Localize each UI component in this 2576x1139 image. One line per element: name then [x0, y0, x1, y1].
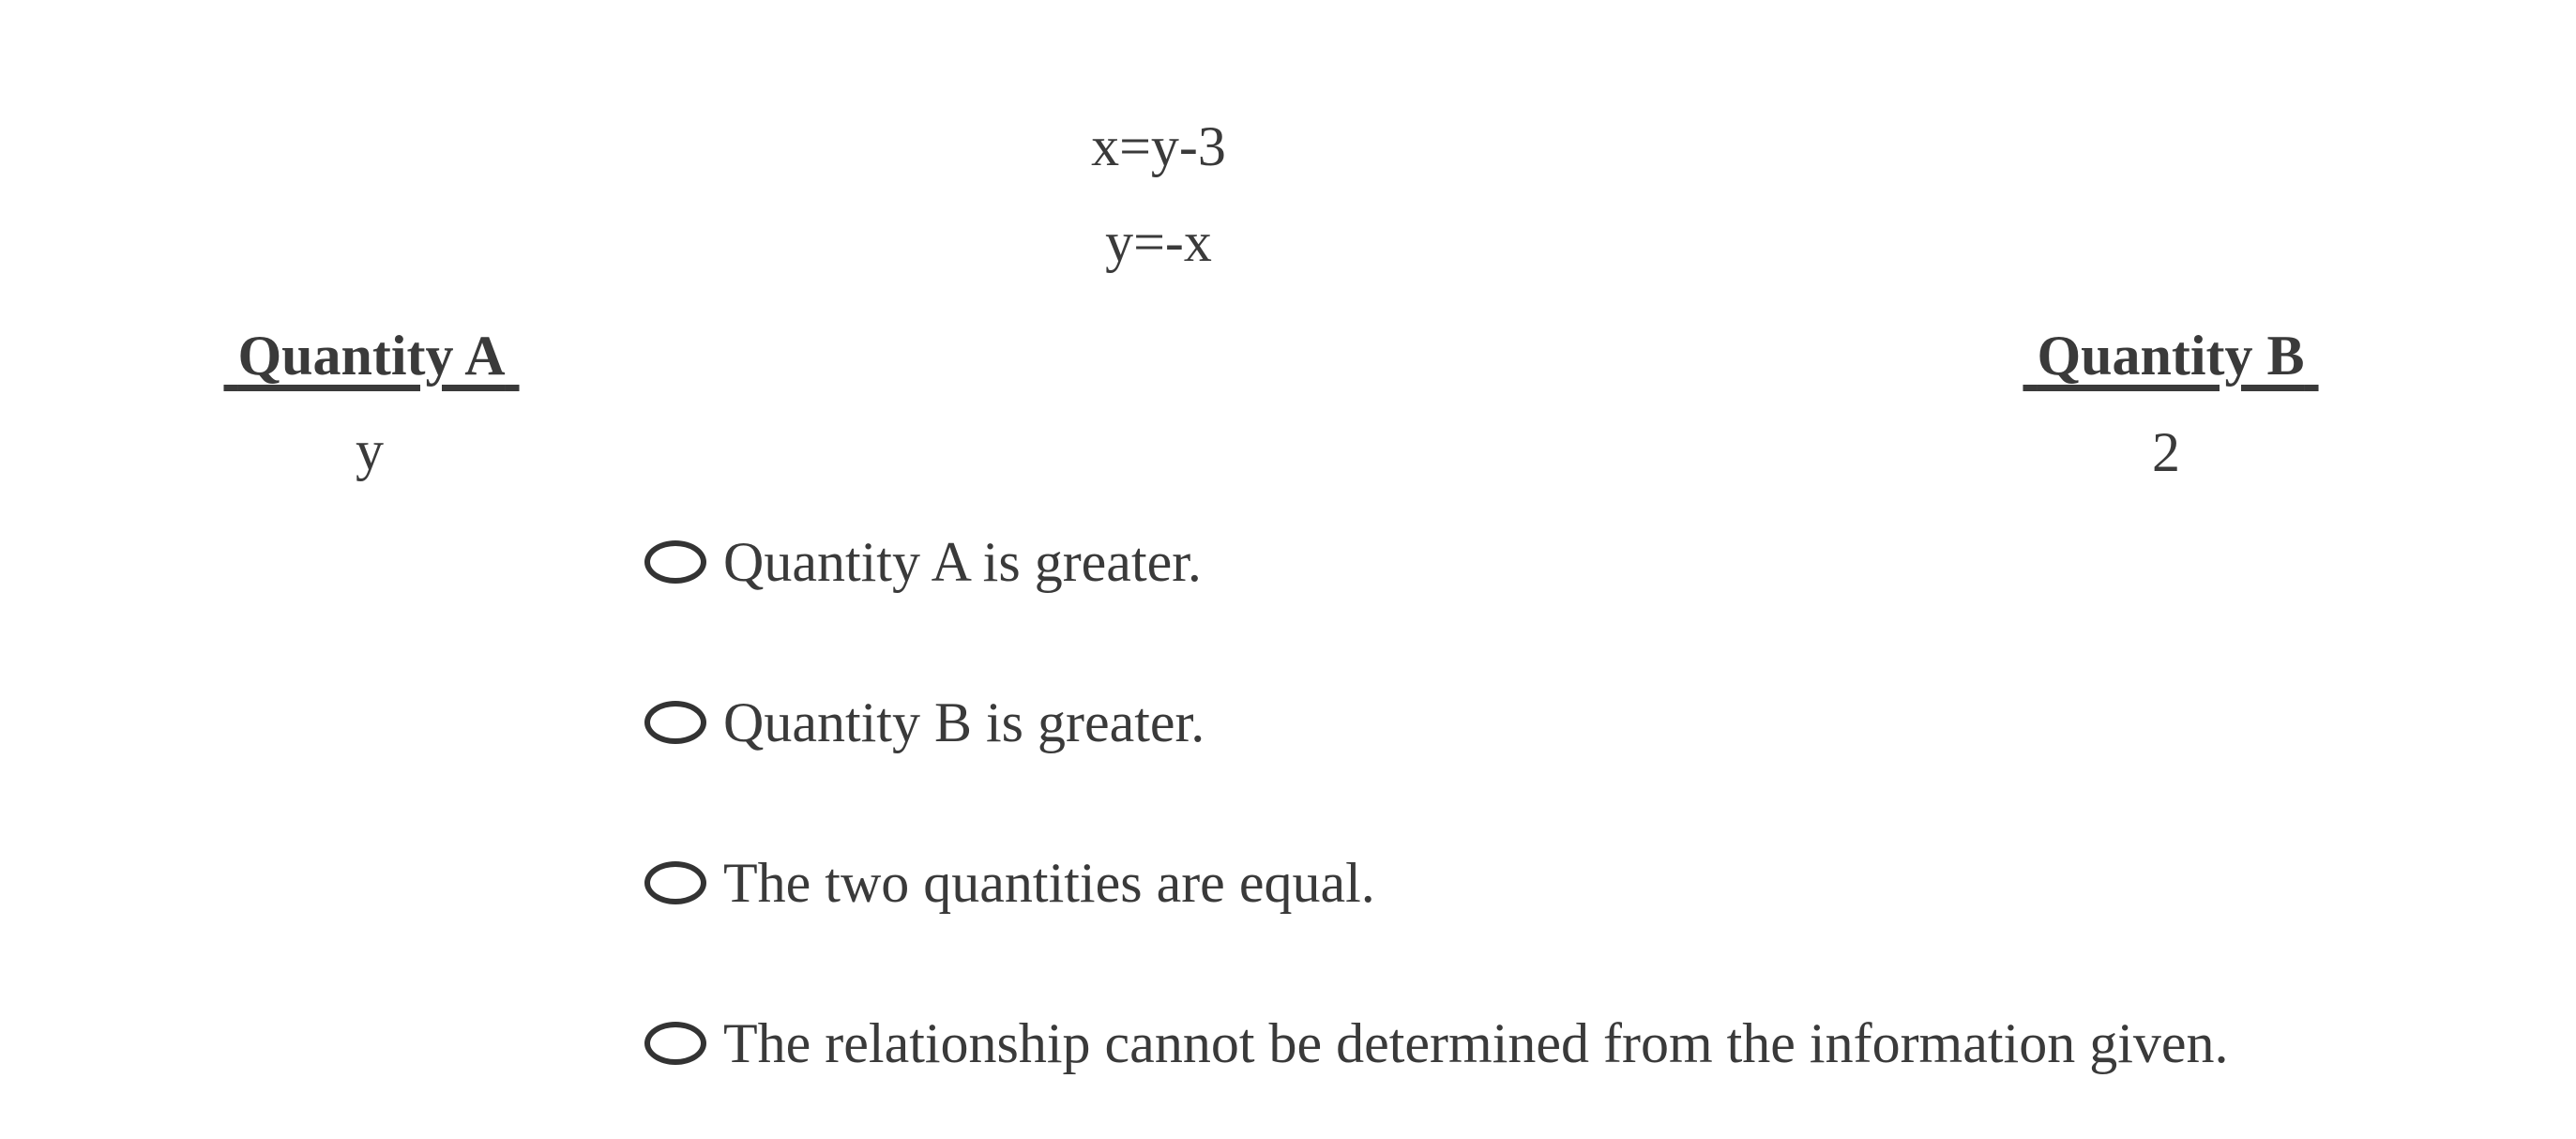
- radio-button-unselected-icon[interactable]: [644, 540, 706, 584]
- equation-line-2: y=-x: [1105, 211, 1212, 273]
- option-row-quantities-equal[interactable]: [644, 848, 1375, 918]
- option-label-cannot-be-determined[interactable]: The relationship cannot be determined from the information given.: [723, 1012, 2229, 1074]
- quantity-a-header: Quantity A: [237, 325, 506, 387]
- quantity-b-header: Quantity B: [2037, 325, 2305, 387]
- option-label-quantity-b-greater[interactable]: Quantity B is greater.: [723, 691, 1205, 753]
- quantity-a-value: y: [356, 419, 384, 481]
- option-label-quantity-a-greater[interactable]: Quantity A is greater.: [723, 531, 1202, 593]
- equation-line-1: x=y-3: [1091, 115, 1226, 177]
- option-row-quantity-b-greater[interactable]: [644, 688, 1205, 757]
- radio-button-unselected-icon[interactable]: [644, 861, 706, 904]
- quantity-b-value: 2: [2152, 421, 2180, 483]
- option-label-quantities-equal[interactable]: The two quantities are equal.: [723, 852, 1375, 914]
- option-row-cannot-be-determined[interactable]: [644, 1009, 2229, 1078]
- option-row-quantity-a-greater[interactable]: [644, 527, 1202, 597]
- radio-button-unselected-icon[interactable]: [644, 1022, 706, 1065]
- radio-button-unselected-icon[interactable]: [644, 701, 706, 744]
